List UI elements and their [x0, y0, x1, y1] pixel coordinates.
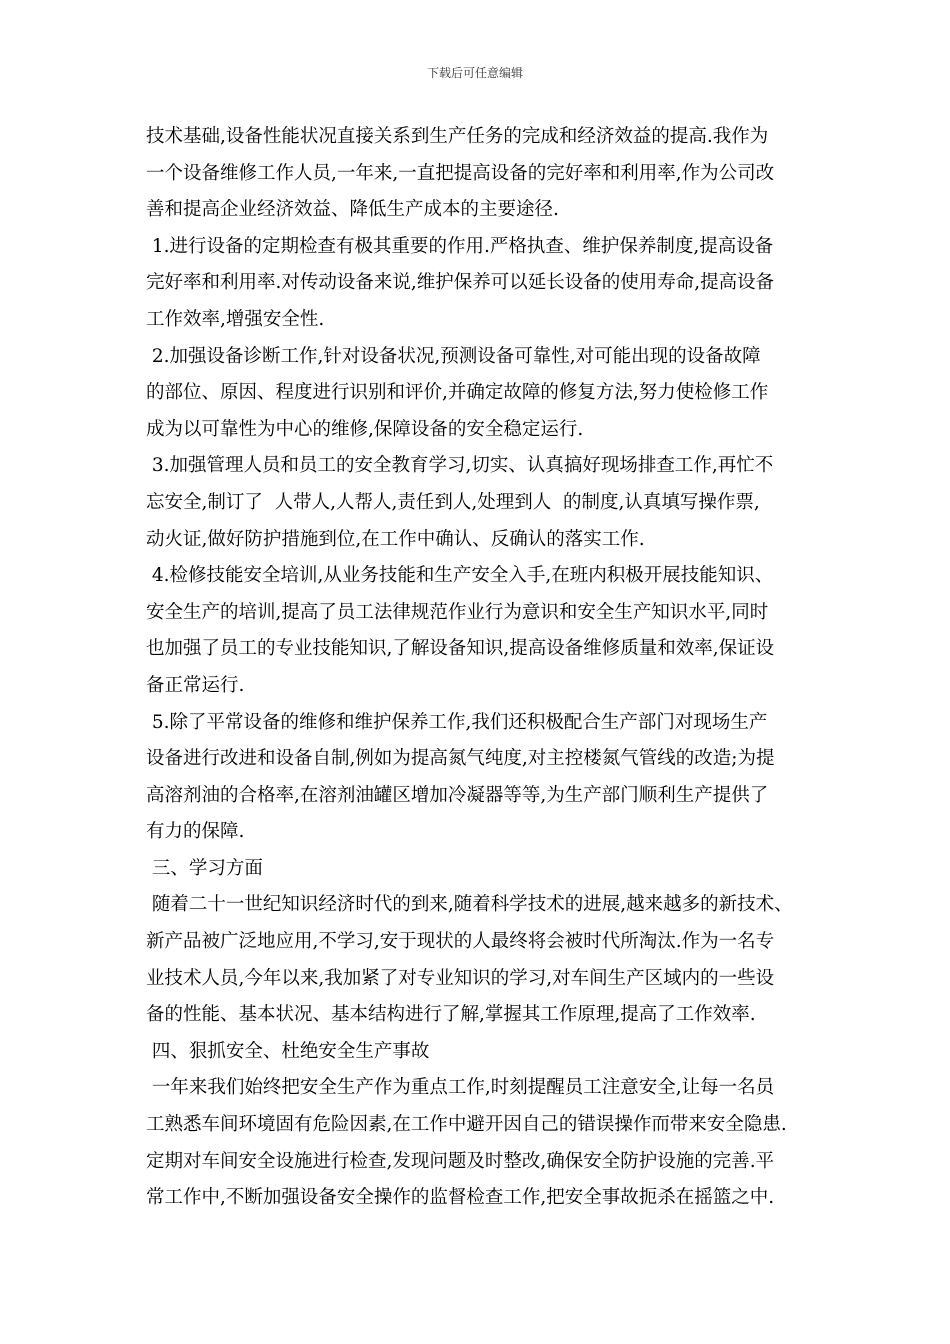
text-line: 一个设备维修工作人员,一年来,一直把提高设备的完好率和利用率,作为公司改	[146, 162, 775, 184]
text-line: 2.加强设备诊断工作,针对设备状况,预测设备可靠性,对可能出现的设备故障	[146, 345, 761, 367]
text-line: 1.进行设备的定期检查有极其重要的作用.严格执查、维护保养制度,提高设备	[146, 235, 774, 257]
text-line: 四、狠抓安全、杜绝安全生产事故	[146, 1040, 430, 1062]
text-line: 忘安全,制订了 人带人,人帮人,责任到人,处理到人 的制度,认真填写操作票,	[146, 491, 760, 513]
text-line: 5.除了平常设备的维修和维护保养工作,我们还积极配合生产部门对现场生产	[146, 711, 768, 733]
page-header: 下载后可任意编辑	[426, 66, 523, 80]
text-line: 工作效率,增强安全性.	[146, 308, 325, 330]
text-line: 随着二十一世纪知识经济时代的到来,随着科学技术的进展,越来越多的新技术、	[146, 894, 793, 916]
text-line: 善和提高企业经济效益、降低生产成本的主要途径.	[146, 199, 559, 221]
document-body	[146, 119, 826, 1217]
text-line: 三、学习方面	[146, 857, 263, 879]
text-line: 定期对车间安全设施进行检查,发现问题及时整改,确保安全防护设施的完善.平	[146, 1150, 775, 1172]
text-line: 完好率和利用率.对传动设备来说,维护保养可以延长设备的使用寿命,提高设备	[146, 272, 775, 294]
text-line: 的部位、原因、程度进行识别和评价,并确定故障的修复方法,努力使检修工作	[146, 382, 769, 404]
text-line: 安全生产的培训,提高了员工法律规范作业行为意识和安全生产知识水平,同时	[146, 601, 769, 623]
text-line: 备的性能、基本状况、基本结构进行了解,掌握其工作原理,提高了工作效率.	[146, 1004, 756, 1026]
text-line: 常工作中,不断加强设备安全操作的监督检查工作,把安全事故扼杀在摇篮之中.	[146, 1187, 775, 1209]
text-line: 业技术人员,今年以来,我加紧了对专业知识的学习,对车间生产区域内的一些设	[146, 967, 775, 989]
text-line: 一年来我们始终把安全生产作为重点工作,时刻提醒员工注意安全,让每一名员	[146, 1077, 775, 1099]
text-line: 新产品被广泛地应用,不学习,安于现状的人最终将会被时代所淘汰.作为一名专	[146, 931, 775, 953]
text-line: 高溶剂油的合格率,在溶剂油罐区增加冷凝器等等,为生产部门顺利生产提供了	[146, 784, 769, 806]
text-line: 3.加强管理人员和员工的安全教育学习,切实、认真搞好现场排查工作,再忙不	[146, 455, 774, 477]
text-line: 技术基础,设备性能状况直接关系到生产任务的完成和经济效益的提高.我作为	[146, 126, 769, 147]
text-line: 4.检修技能安全培训,从业务技能和生产安全入手,在班内积极开展技能知识、	[146, 565, 774, 587]
text-line: 备正常运行.	[146, 674, 245, 696]
text-line: 有力的保障.	[146, 821, 245, 843]
text-line: 设备进行改进和设备自制,例如为提高氮气纯度,对主控楼氮气管线的改造;为提	[146, 748, 775, 770]
text-line: 也加强了员工的专业技能知识,了解设备知识,提高设备维修质量和效率,保证设	[146, 638, 775, 660]
text-line: 动火证,做好防护措施到位,在工作中确认、反确认的落实工作.	[146, 528, 645, 550]
text-line: 成为以可靠性为中心的维修,保障设备的安全稳定运行.	[146, 418, 584, 440]
text-line: 工熟悉车间环境固有危险因素,在工作中避开因自己的错误操作而带来安全隐患.	[146, 1114, 787, 1136]
